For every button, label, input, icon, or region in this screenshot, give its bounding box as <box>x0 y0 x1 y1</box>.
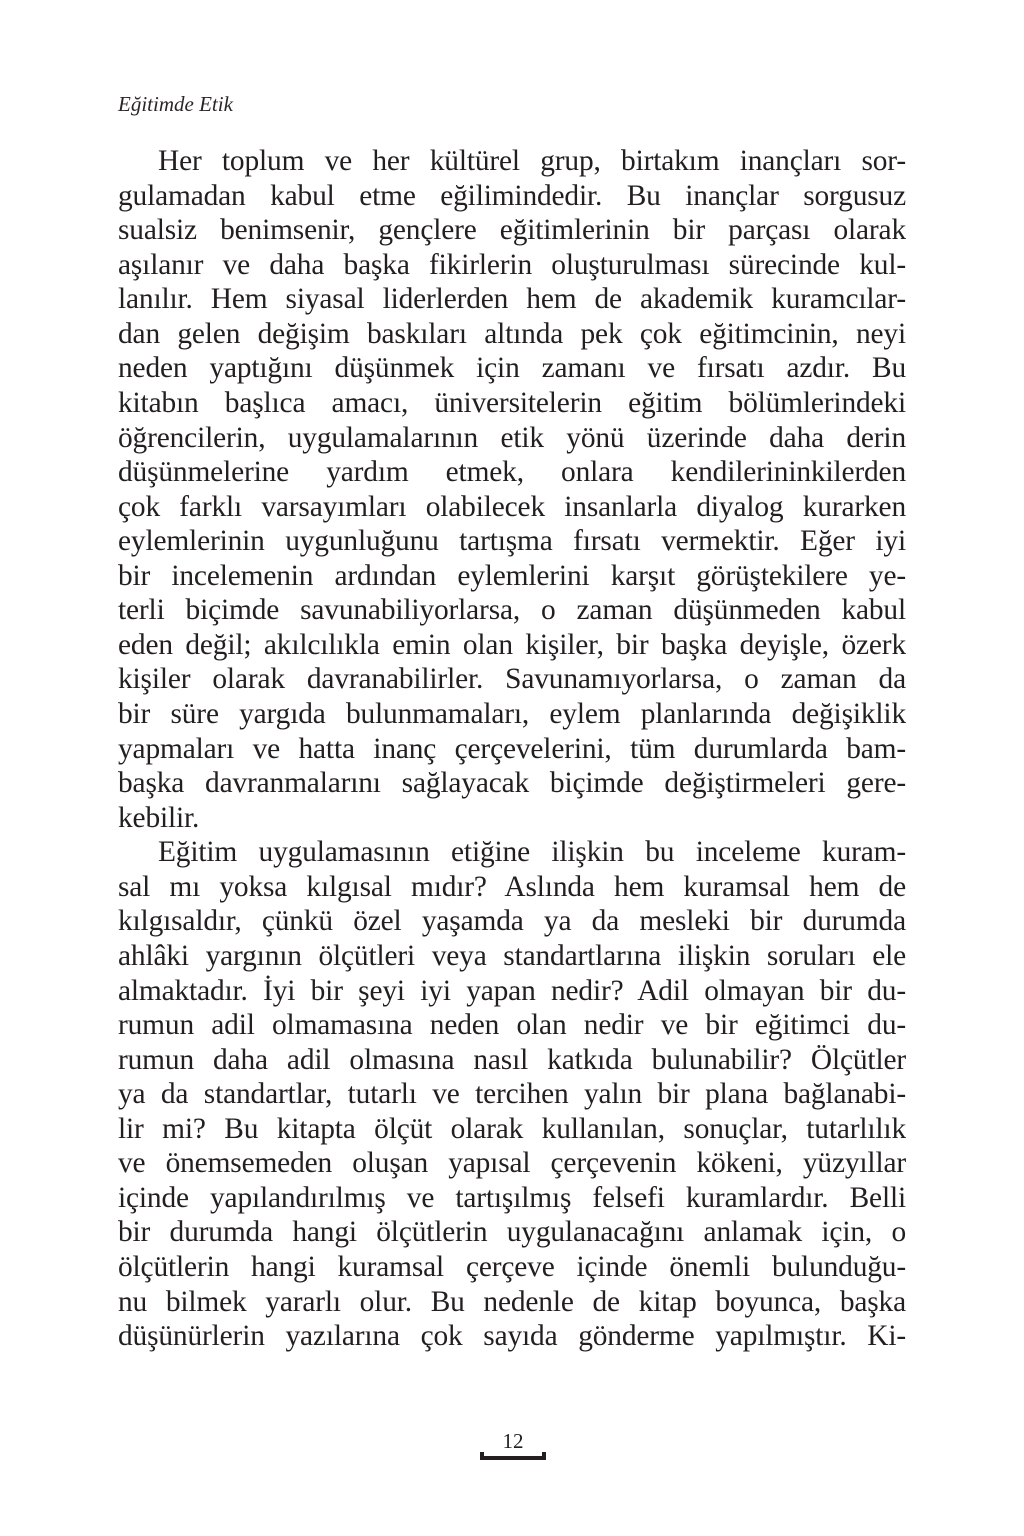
text-line: düşünürlerin yazılarına çok sayıda gönderme yapılmıştır. Ki- <box>118 1320 906 1353</box>
text-line: ahlâki yargının ölçütleri veya standartlarına ilişkin soruları ele <box>118 939 906 972</box>
text-line: rumun adil olmamasına neden olan nedir ve bir eğitimci du- <box>118 1009 906 1042</box>
body-text <box>118 144 906 1354</box>
text-line: eylemlerinin uygunluğunu tartışma fırsatı vermektir. Eğer iyi <box>118 525 906 558</box>
text-line: eden değil; akılcılıkla emin olan kişiler, bir başka deyişle, özerk <box>118 628 906 661</box>
text-line: bir süre yargıda bulunmamaları, eylem planlarında değişiklik <box>118 698 906 730</box>
text-line: almaktadır. İyi bir şeyi iyi yapan nedir? Adil olmayan bir du- <box>118 974 906 1007</box>
text-line: gulamadan kabul etme eğilimindedir. Bu inançlar sorgusuz <box>118 179 906 212</box>
text-line: rumun daha adil olmasına nasıl katkıda bulunabilir? Ölçütler <box>118 1043 906 1076</box>
text-line: aşılanır ve daha başka fikirlerin oluşturulması sürecinde kul- <box>118 248 906 281</box>
text-line: düşünmelerine yardım etmek, onlara kendilerininkilerden <box>118 456 906 489</box>
page-footer <box>480 1428 546 1460</box>
text-line: kebilir. <box>118 801 200 834</box>
text-line: kişiler olarak davranabilirler. Savunamıyorlarsa, o zaman da <box>118 663 906 696</box>
text-line: sualsiz benimsenir, gençlere eğitimlerinin bir parçası olarak <box>118 214 906 247</box>
text-line: çok farklı varsayımları olabilecek insanlarla diyalog kurarken <box>118 490 906 523</box>
text-line: lir mi? Bu kitapta ölçüt olarak kullanılan, sonuçlar, tutarlılık <box>118 1112 906 1145</box>
running-header: Eğitimde Etik <box>118 92 233 116</box>
text-line: dan gelen değişim baskıları altında pek çok eğitimcinin, neyi <box>118 317 906 350</box>
text-line: başka davranmalarını sağlayacak biçimde değiştirmeleri gere- <box>118 767 906 800</box>
text-line: ya da standartlar, tutarlı ve tercihen yalın bir plana bağlanabi- <box>118 1078 906 1111</box>
text-line: bir incelemenin ardından eylemlerini karşıt görüştekilere ye- <box>118 559 906 592</box>
text-line: bir durumda hangi ölçütlerin uygulanacağını anlamak için, o <box>118 1216 906 1249</box>
text-line: ölçütlerin hangi kuramsal çerçeve içinde önemli bulunduğu- <box>118 1251 906 1283</box>
text-line: terli biçimde savunabiliyorlarsa, o zaman düşünmeden kabul <box>118 594 906 627</box>
text-line: sal mı yoksa kılgısal mıdır? Aslında hem kuramsal hem de <box>118 870 906 903</box>
text-line: neden yaptığını düşünmek için zamanı ve fırsatı azdır. Bu <box>118 352 906 385</box>
text-line: yapmaları ve hatta inanç çerçevelerini, tüm durumlarda bam- <box>118 732 906 765</box>
paragraph-1 <box>118 144 906 835</box>
text-line: içinde yapılandırılmış ve tartışılmış felsefi kuramlardır. Belli <box>118 1181 906 1214</box>
text-line: Eğitim uygulamasının etiğine ilişkin bu inceleme kuram- <box>158 836 906 869</box>
footer-rule <box>480 1456 546 1460</box>
text-line: kılgısaldır, çünkü özel yaşamda ya da mesleki bir durumda <box>118 905 906 938</box>
text-line: Her toplum ve her kültürel grup, birtakım inançları sor- <box>158 145 906 177</box>
page-number: 12 <box>502 1429 524 1453</box>
text-line: ve önemsemeden oluşan yapısal çerçevenin kökeni, yüzyıllar <box>118 1147 906 1180</box>
text-line: kitabın başlıca amacı, üniversitelerin eğitim bölümlerindeki <box>118 386 906 419</box>
paragraph-2 <box>118 835 906 1353</box>
text-line: nu bilmek yararlı olur. Bu nedenle de kitap boyunca, başka <box>118 1285 906 1318</box>
text-line: öğrencilerin, uygulamalarının etik yönü üzerinde daha derin <box>118 421 906 454</box>
text-line: lanılır. Hem siyasal liderlerden hem de akademik kuramcılar- <box>118 283 906 316</box>
